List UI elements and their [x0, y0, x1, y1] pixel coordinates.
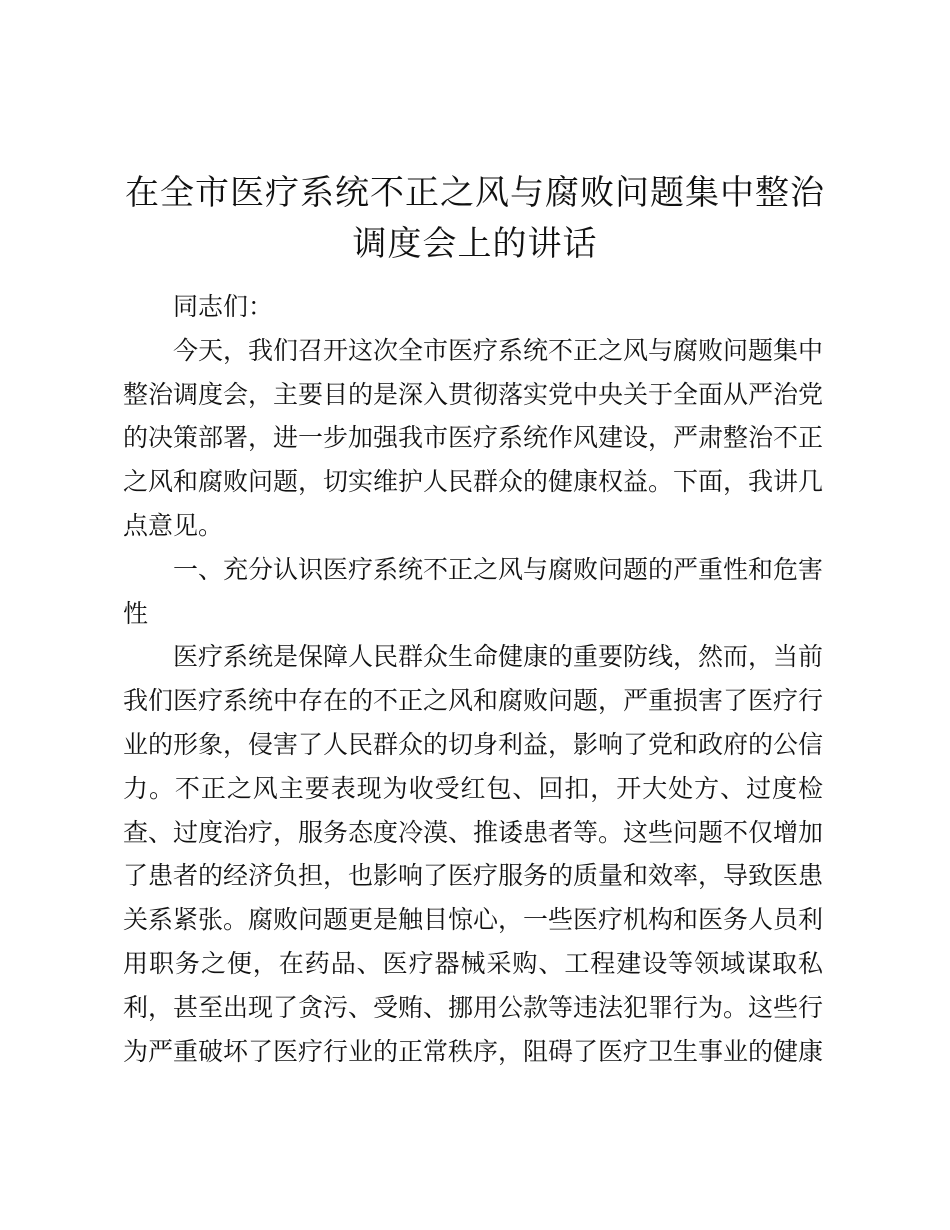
paragraph-opening: 今天，我们召开这次全市医疗系统不正之风与腐败问题集中整治调度会，主要目的是深入贯彻落实党中央关于全面从严治党的决策部署，进一步加强我市医疗系统作风建设，严肃整治不正之风和腐败问题，切实维护人民群众的健康权益。下面，我讲几点意见。 — [123, 335, 824, 540]
paragraph-section-1: 医疗系统是保障人民群众生命健康的重要防线，然而，当前我们医疗系统中存在的不正之风和腐败问题，严重损害了医疗行业的形象，侵害了人民群众的切身利益，影响了党和政府的公信力。不正之风主要表现为收受红包、回扣，开大处方、过度检查、过度治疗，服务态度冷漠、推诿患者等。这些问题不仅增加了患者的经济负担，也影响了医疗服务的质量和效率，导致医患关系紧张。腐败问题更是触目惊心，一些医疗机构和医务人员利用职务之便，在药品、医疗器械采购、工程建设等领域谋取私利，甚至出现了贪污、受贿、挪用公款等违法犯罪行为。这些行为严重破坏了医疗行业的正常秩序，阻碍了医疗卫生事业的健康 — [123, 642, 824, 1066]
document-body — [123, 285, 823, 1073]
salutation: 同志们： — [173, 292, 274, 321]
document-title-line-1: 在全市医疗系统不正之风与腐败问题集中整治 — [125, 173, 825, 213]
section-heading-1: 一、充分认识医疗系统不正之风与腐败问题的严重性和危害性 — [123, 554, 824, 628]
document-title-line-2: 调度会上的讲话 — [352, 224, 598, 264]
